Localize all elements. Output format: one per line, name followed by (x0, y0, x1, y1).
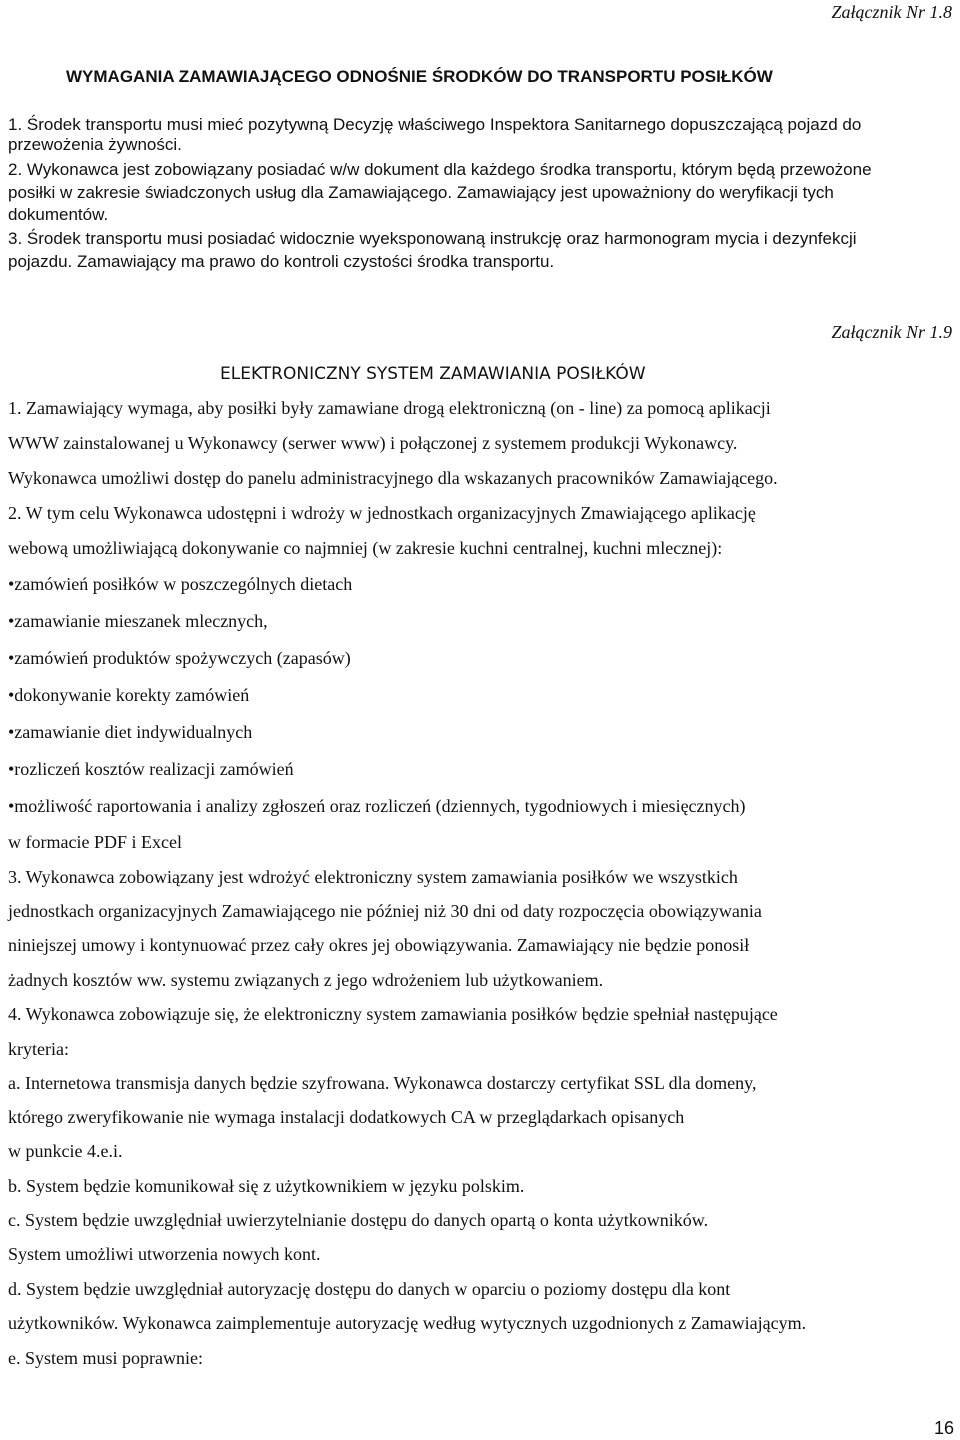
body-line: Wykonawca umożliwi dostęp do panelu administracyjnego dla wskazanych pracowników Zamawiającego. (8, 468, 778, 488)
body-line: niniejszej umowy i kontynuować przez cały okres jej obowiązywania. Zamawiający nie będzie ponosił (8, 935, 750, 955)
body-line: 4. Wykonawca zobowiązuje się, że elektroniczny system zamawiania posiłków będzie spełniał następujące (8, 1004, 778, 1024)
page-number: 16 (933, 1418, 954, 1438)
bullet-item: •możliwość raportowania i analizy zgłoszeń oraz rozliczeń (dziennych, tygodniowych i miesięcznych) (8, 796, 746, 816)
body-line: a. Internetowa transmisja danych będzie szyfrowana. Wykonawca dostarczy certyfikat SSL dla domeny, (8, 1073, 757, 1093)
paragraph-3-line-1: 3. Środek transportu musi posiadać widocznie wyeksponowaną instrukcję oraz harmonogram mycia i dezynfekcji (8, 229, 857, 248)
paragraph-2-line-1: 2. Wykonawca jest zobowiązany posiadać w/w dokument dla każdego środka transportu, którym będą przewożone (8, 160, 872, 179)
body-line: webową umożliwiającą dokonywanie co najmniej (w zakresie kuchni centralnej, kuchni mlecznej): (8, 538, 723, 558)
paragraph-1-line-2: przewożenia żywności. (8, 135, 182, 154)
body-line: System umożliwi utworzenia nowych kont. (8, 1244, 321, 1264)
paragraph-1-line-1: 1. Środek transportu musi mieć pozytywną Decyzję właściwego Inspektora Sanitarnego dopuszczającą pojazd do (8, 115, 862, 134)
body-line: WWW zainstalowanej u Wykonawcy (serwer www) i połączonej z systemem produkcji Wykonawcy. (8, 433, 738, 453)
body-line: 3. Wykonawca zobowiązany jest wdrożyć elektroniczny system zamawiania posiłków we wszystkich (8, 867, 738, 887)
body-line: w formacie PDF i Excel (8, 832, 182, 852)
annex-label-1-8: Załącznik Nr 1.8 (831, 2, 952, 22)
annex-label-1-9: Załącznik Nr 1.9 (831, 322, 952, 342)
section-title-ordering-system: ELEKTRONICZNY SYSTEM ZAMAWIANIA POSIŁKÓW (220, 364, 646, 384)
body-line: c. System będzie uwzględniał uwierzytelnianie dostępu do danych opartą o konta użytkowników. (8, 1210, 709, 1230)
bullet-item: •dokonywanie korekty zamówień (8, 685, 250, 705)
section-title-transport: WYMAGANIA ZAMAWIAJĄCEGO ODNOŚNIE ŚRODKÓW DO TRANSPORTU POSIŁKÓW (66, 67, 773, 86)
body-line: b. System będzie komunikował się z użytkownikiem w języku polskim. (8, 1176, 525, 1196)
body-line: 2. W tym celu Wykonawca udostępni i wdroży w jednostkach organizacyjnych Zmawiającego aplikację (8, 503, 756, 523)
body-line: kryteria: (8, 1039, 69, 1059)
paragraph-2-line-2: posiłki w zakresie świadczonych usług dla Zamawiającego. Zamawiający jest upoważniony do weryfikacji tych (8, 183, 834, 202)
body-line: w punkcie 4.e.i. (8, 1141, 123, 1161)
body-line: d. System będzie uwzględniał autoryzację dostępu do danych w oparciu o poziomy dostępu dla kont (8, 1279, 731, 1299)
body-line: 1. Zamawiający wymaga, aby posiłki były zamawiane drogą elektroniczną (on - line) za pomocą aplikacji (8, 398, 771, 418)
paragraph-2-line-3: dokumentów. (8, 205, 109, 224)
body-line: którego zweryfikowanie nie wymaga instalacji dodatkowych CA w przeglądarkach opisanych (8, 1107, 685, 1127)
body-line: żadnych kosztów ww. systemu związanych z jego wdrożeniem lub użytkowaniem. (8, 970, 604, 990)
body-line: użytkowników. Wykonawca zaimplementuje autoryzację według wytycznych uzgodnionych z Zamawiającym. (8, 1313, 807, 1333)
body-line: e. System musi poprawnie: (8, 1348, 203, 1368)
bullet-item: •zamówień posiłków w poszczególnych dietach (8, 574, 353, 594)
bullet-item: •zamówień produktów spożywczych (zapasów) (8, 648, 351, 668)
bullet-item: •zamawianie diet indywidualnych (8, 722, 253, 742)
bullet-item: •zamawianie mieszanek mlecznych, (8, 611, 268, 631)
paragraph-3-line-2: pojazdu. Zamawiający ma prawo do kontroli czystości środka transportu. (8, 252, 555, 271)
body-line: jednostkach organizacyjnych Zamawiającego nie później niż 30 dni od daty rozpoczęcia obowiązywania (8, 901, 762, 921)
bullet-item: •rozliczeń kosztów realizacji zamówień (8, 759, 294, 779)
